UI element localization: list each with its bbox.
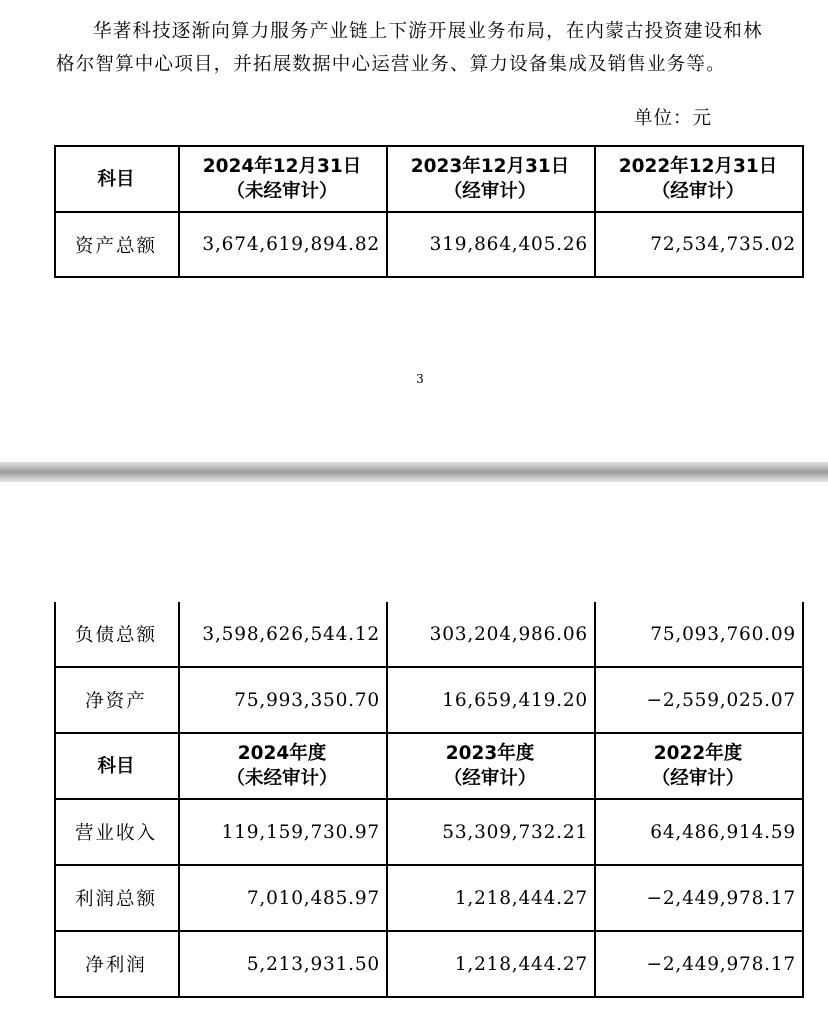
cell-value: 75,993,350.70 (179, 667, 387, 733)
table-row-revenue (55, 799, 803, 865)
row-subject: 负债总额 (55, 602, 179, 667)
cell-value: −2,449,978.17 (595, 931, 803, 997)
cell-value: 303,204,986.06 (387, 602, 595, 667)
document-page-3 (0, 0, 828, 462)
cell-value: 3,674,619,894.82 (179, 212, 387, 277)
table-header-row (55, 146, 803, 212)
header-col-2023 (387, 146, 595, 212)
header-audit: （未经审计） (226, 181, 338, 202)
header-col-2023 (387, 733, 595, 799)
header-audit: （经审计） (651, 768, 745, 789)
header-year: 2023年度 (445, 743, 535, 764)
header-year: 2024年度 (237, 743, 327, 764)
cell-value: −2,559,025.07 (595, 667, 803, 733)
table-row-total-profit (55, 865, 803, 931)
cell-value: 64,486,914.59 (595, 799, 803, 865)
cell-value: −2,449,978.17 (595, 865, 803, 931)
header-subject: 科目 (55, 733, 179, 799)
table-row-total-assets (55, 212, 803, 277)
cell-value: 1,218,444.27 (387, 865, 595, 931)
cell-value: 319,864,405.26 (387, 212, 595, 277)
cell-value: 5,213,931.50 (179, 931, 387, 997)
header-audit: （经审计） (443, 768, 537, 789)
table-row-net-assets (55, 667, 803, 733)
cell-value: 75,093,760.09 (595, 602, 803, 667)
business-paragraph (56, 15, 804, 81)
paragraph-line-2: 格尔智算中心项目，并拓展数据中心运营业务、算力设备集成及销售业务等。 (56, 54, 726, 75)
header-date: 2023年12月31日 (410, 156, 570, 177)
income-header-row (55, 733, 803, 799)
header-audit: （经审计） (443, 181, 537, 202)
row-subject: 净资产 (55, 667, 179, 733)
header-col-2022 (595, 146, 803, 212)
balance-sheet-table (54, 145, 804, 278)
page-separator (0, 462, 828, 482)
cell-value: 16,659,419.20 (387, 667, 595, 733)
header-audit: （未经审计） (226, 768, 338, 789)
header-date: 2024年12月31日 (202, 156, 362, 177)
unit-label: 单位：元 (634, 108, 713, 129)
header-col-2024 (179, 146, 387, 212)
header-subject: 科目 (55, 146, 179, 212)
table-row-total-liabilities (55, 602, 803, 667)
cell-value: 7,010,485.97 (179, 865, 387, 931)
row-subject: 资产总额 (55, 212, 179, 277)
cell-value: 72,534,735.02 (595, 212, 803, 277)
header-col-2024 (179, 733, 387, 799)
cell-value: 3,598,626,544.12 (179, 602, 387, 667)
table-row-net-profit (55, 931, 803, 997)
financial-table-continued (54, 602, 804, 998)
header-col-2022 (595, 733, 803, 799)
cell-value: 119,159,730.97 (179, 799, 387, 865)
cell-value: 53,309,732.21 (387, 799, 595, 865)
row-subject: 营业收入 (55, 799, 179, 865)
header-date: 2022年12月31日 (618, 156, 778, 177)
document-page-4 (0, 482, 828, 1014)
header-audit: （经审计） (651, 181, 745, 202)
paragraph-line-1: 华著科技逐渐向算力服务产业链上下游开展业务布局，在内蒙古投资建设和林 (93, 21, 763, 42)
page-number: 3 (416, 372, 424, 386)
row-subject: 净利润 (55, 931, 179, 997)
cell-value: 1,218,444.27 (387, 931, 595, 997)
row-subject: 利润总额 (55, 865, 179, 931)
header-year: 2022年度 (653, 743, 743, 764)
